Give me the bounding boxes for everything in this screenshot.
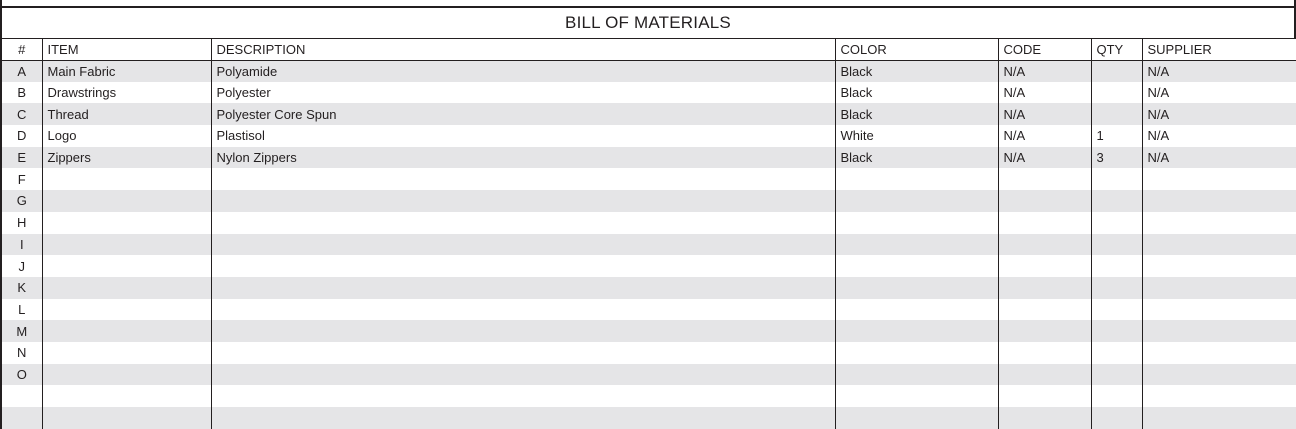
cell-color: White: [835, 125, 998, 147]
cell-qty: [1091, 385, 1142, 407]
cell-color: [835, 385, 998, 407]
cell-item: [42, 212, 211, 234]
cell-num: [1, 385, 42, 407]
cell-description: [211, 190, 835, 212]
cell-supplier: [1142, 407, 1296, 429]
cell-code: [998, 212, 1091, 234]
cell-color: [835, 364, 998, 386]
table-row: [1, 190, 1296, 212]
column-header-item: ITEM: [42, 39, 211, 60]
table-row: [1, 125, 1296, 147]
cell-qty: [1091, 255, 1142, 277]
cell-code: [998, 277, 1091, 299]
cell-code: [998, 407, 1091, 429]
cell-description: [211, 407, 835, 429]
cell-qty: [1091, 320, 1142, 342]
cell-color: [835, 234, 998, 256]
cell-supplier: [1142, 277, 1296, 299]
cell-description: [211, 385, 835, 407]
cell-code: [998, 190, 1091, 212]
cell-code: N/A: [998, 82, 1091, 104]
table-row: [1, 320, 1296, 342]
cell-code: [998, 364, 1091, 386]
cell-item: [42, 407, 211, 429]
cell-supplier: [1142, 190, 1296, 212]
cell-num: O: [1, 364, 42, 386]
cell-supplier: [1142, 385, 1296, 407]
cell-num: C: [1, 103, 42, 125]
cell-item: Drawstrings: [42, 82, 211, 104]
cell-num: L: [1, 299, 42, 321]
cell-qty: [1091, 277, 1142, 299]
cell-supplier: N/A: [1142, 147, 1296, 169]
cell-supplier: N/A: [1142, 125, 1296, 147]
cell-code: [998, 234, 1091, 256]
cell-supplier: [1142, 342, 1296, 364]
cell-code: [998, 255, 1091, 277]
cell-qty: [1091, 407, 1142, 429]
table-row: [1, 168, 1296, 190]
cell-description: [211, 277, 835, 299]
column-header-code: CODE: [998, 39, 1091, 60]
cell-color: Black: [835, 82, 998, 104]
cell-num: [1, 407, 42, 429]
cell-supplier: [1142, 299, 1296, 321]
cell-description: [211, 168, 835, 190]
cell-item: Thread: [42, 103, 211, 125]
cell-qty: [1091, 103, 1142, 125]
cell-code: N/A: [998, 147, 1091, 169]
cell-code: [998, 320, 1091, 342]
cell-item: [42, 299, 211, 321]
cell-code: [998, 168, 1091, 190]
cell-num: E: [1, 147, 42, 169]
table-row: [1, 234, 1296, 256]
cell-item: [42, 255, 211, 277]
cell-color: [835, 299, 998, 321]
cell-code: N/A: [998, 60, 1091, 82]
cell-code: [998, 299, 1091, 321]
cell-supplier: [1142, 234, 1296, 256]
cell-qty: [1091, 212, 1142, 234]
cell-color: Black: [835, 103, 998, 125]
cell-num: A: [1, 60, 42, 82]
cell-description: Polyester Core Spun: [211, 103, 835, 125]
cell-code: N/A: [998, 103, 1091, 125]
cell-num: K: [1, 277, 42, 299]
cell-color: [835, 168, 998, 190]
page-title: BILL OF MATERIALS: [0, 8, 1296, 39]
cell-num: G: [1, 190, 42, 212]
cell-qty: [1091, 82, 1142, 104]
column-header-supplier: SUPPLIER: [1142, 39, 1296, 60]
cell-color: [835, 407, 998, 429]
cell-description: [211, 320, 835, 342]
cell-qty: 1: [1091, 125, 1142, 147]
cell-item: Main Fabric: [42, 60, 211, 82]
cell-color: [835, 212, 998, 234]
column-header-num: #: [1, 39, 42, 60]
cell-qty: [1091, 299, 1142, 321]
cell-item: [42, 277, 211, 299]
cell-description: Polyester: [211, 82, 835, 104]
cell-supplier: N/A: [1142, 103, 1296, 125]
cell-description: [211, 234, 835, 256]
cell-qty: [1091, 364, 1142, 386]
cell-code: N/A: [998, 125, 1091, 147]
cell-color: Black: [835, 147, 998, 169]
column-header-description: DESCRIPTION: [211, 39, 835, 60]
cell-color: [835, 277, 998, 299]
cell-description: [211, 342, 835, 364]
cell-supplier: [1142, 364, 1296, 386]
cell-item: [42, 234, 211, 256]
cell-qty: [1091, 190, 1142, 212]
cell-color: [835, 342, 998, 364]
cell-item: [42, 385, 211, 407]
cell-code: [998, 342, 1091, 364]
cell-description: [211, 255, 835, 277]
cell-num: M: [1, 320, 42, 342]
cell-qty: [1091, 342, 1142, 364]
cell-supplier: [1142, 255, 1296, 277]
cell-supplier: [1142, 320, 1296, 342]
cell-num: I: [1, 234, 42, 256]
cell-color: Black: [835, 60, 998, 82]
table-row: [1, 299, 1296, 321]
cell-description: [211, 299, 835, 321]
cell-item: [42, 190, 211, 212]
cell-num: J: [1, 255, 42, 277]
cell-num: B: [1, 82, 42, 104]
cell-description: Polyamide: [211, 60, 835, 82]
column-header-qty: QTY: [1091, 39, 1142, 60]
cell-description: [211, 364, 835, 386]
table-row: [1, 147, 1296, 169]
cell-supplier: N/A: [1142, 82, 1296, 104]
cell-qty: [1091, 168, 1142, 190]
cell-item: Zippers: [42, 147, 211, 169]
cell-item: [42, 342, 211, 364]
cell-item: [42, 364, 211, 386]
table-row: [1, 60, 1296, 82]
cell-supplier: [1142, 168, 1296, 190]
cell-color: [835, 320, 998, 342]
cell-num: N: [1, 342, 42, 364]
cell-item: Logo: [42, 125, 211, 147]
table-row: [1, 364, 1296, 386]
table-row: [1, 82, 1296, 104]
bom-table: [0, 39, 1296, 429]
top-border-strip: [0, 0, 1296, 8]
bom-body: [1, 60, 1296, 429]
cell-item: [42, 320, 211, 342]
cell-description: [211, 212, 835, 234]
table-row: [1, 277, 1296, 299]
cell-qty: 3: [1091, 147, 1142, 169]
cell-qty: [1091, 234, 1142, 256]
table-row: [1, 212, 1296, 234]
cell-qty: [1091, 60, 1142, 82]
cell-supplier: N/A: [1142, 60, 1296, 82]
table-row: [1, 342, 1296, 364]
table-row: [1, 385, 1296, 407]
header-row: [1, 39, 1296, 60]
cell-num: F: [1, 168, 42, 190]
cell-num: D: [1, 125, 42, 147]
table-row: [1, 407, 1296, 429]
cell-description: Plastisol: [211, 125, 835, 147]
table-row: [1, 103, 1296, 125]
cell-color: [835, 190, 998, 212]
cell-color: [835, 255, 998, 277]
cell-num: H: [1, 212, 42, 234]
table-row: [1, 255, 1296, 277]
cell-code: [998, 385, 1091, 407]
cell-item: [42, 168, 211, 190]
column-header-color: COLOR: [835, 39, 998, 60]
cell-supplier: [1142, 212, 1296, 234]
cell-description: Nylon Zippers: [211, 147, 835, 169]
